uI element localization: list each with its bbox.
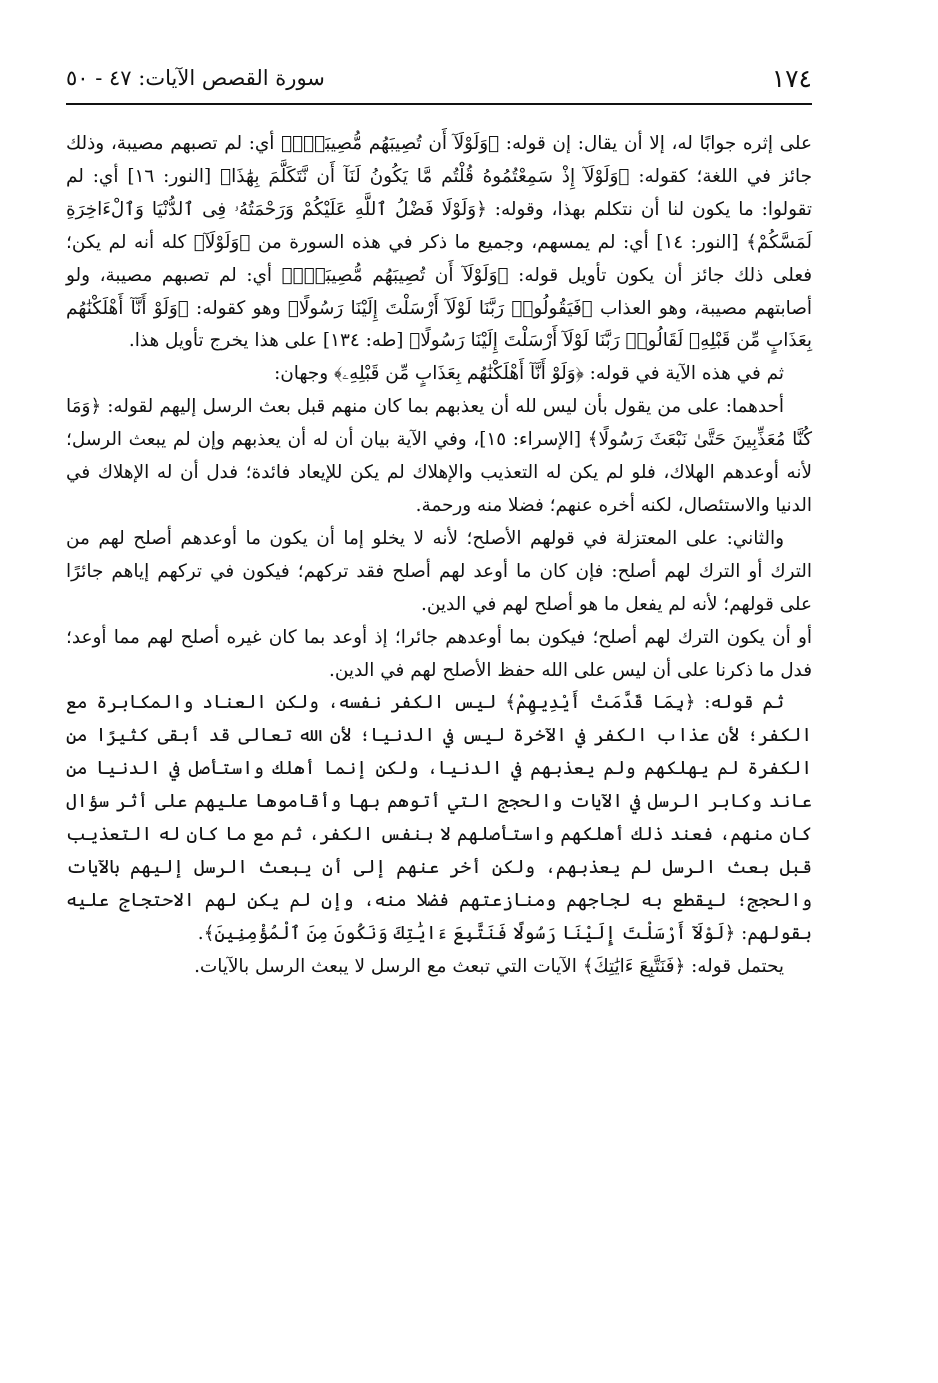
paragraph-4: والثاني: على المعتزلة في قولهم الأصلح؛ لأنه لا يخلو إما أن يكون ما أوعدهم أصلح لهم من الترك أو الترك لهم أصلح: فإن كان ما أوعد لهم أصلح فقد تركهم؛ فيكون في تركهم إياهم جائرًا على قولهم؛ لأنه لم يفعل ما هو أصلح لهم في الدين. xyxy=(66,527,812,615)
page-number: ١٧٤ xyxy=(771,64,812,93)
paragraph-6: ثم قوله: ﴿بِمَا قَدَّمَتْ أَيْدِيهِمْ﴾ ليس الكفر نفسه، ولكن العناد والمكابرة مع الكفر؛ لأن عذاب الكفر في الآخرة ليس في الدنيا؛ لأن الله تعالى قد أبقى كثيرًا من الكفرة لم يهلكهم ولم يعذبهم في الدنيا، ولكن إنما أهلك واستأصل في الدنيا من عاند وكابر الرسل في الآيات والحجج التي أتوهم بها وأقاموها عليهم على أثر سؤال كان منهم، فعند ذلك أهلكهم واستأصلهم لا بنفس الكفر، ثم مع ما كان له التعذيب قبل بعث الرسل لم يعذبهم، ولكن أخر عنهم إلى أن يبعث الرسل إليهم بالآيات والحجج؛ ليقطع به لجاجهم ومنازعتهم فضلا منه، وإن لم يكن لهم الاحتجاج عليه بقولهم: ﴿لَوْلَآ أَرْسَلْتَ إِلَيْنَا رَسُولًا فَنَتَّبِعَ ءَايَٰتِكَ وَنَكُونَ مِنَ ٱلْمُؤْمِنِينَ﴾. xyxy=(66,692,812,944)
paragraph-3: أحدهما: على من يقول بأن ليس لله أن يعذبهم بما كان منهم قبل بعث الرسل إليهم لقوله: ﴿وَمَا كُنَّا مُعَذِّبِينَ حَتَّىٰ نَبْعَثَ رَسُولًا﴾ [الإسراء: ١٥]، وفي الآية بيان أن له أن يعذبهم وإن لم يبعث الرسل؛ لأنه أوعدهم الهلاك، فلو لم يكن له التعذيب والإهلاك لم يكن للإيعاد فائدة؛ فدل أن له الإهلاك في الدنيا والاستئصال، لكنه أخره عنهم؛ فضلا منه ورحمة. xyxy=(66,396,813,516)
running-title: سورة القصص الآيات: ٤٧ - ٥٠ xyxy=(66,66,325,90)
paragraph-2: ثم في هذه الآية في قوله: ﴿وَلَوْ أَنَّآ أَهْلَكْنَٰهُم بِعَذَابٍ مِّن قَبْلِهِۦ﴾ وجهان: xyxy=(274,363,784,385)
paragraph-1: على إثره جوابًا له، إلا أن يقال: إن قوله: ﴿وَلَوْلَآ أَن تُصِيبَهُم مُّصِيبَةٌۢ﴾ أي: لم تصبهم مصيبة، وذلك جائز في اللغة؛ كقوله: ﴿وَلَوْلَآ إِذْ سَمِعْتُمُوهُ قُلْتُم مَّا يَكُونُ لَنَآ أَن نَّتَكَلَّمَ بِهَٰذَا﴾ [النور: ١٦] أي: لم تقولوا: ما يكون لنا أن نتكلم بهذا، وقوله: ﴿وَلَوْلَا فَضْلُ ٱللَّهِ عَلَيْكُمْ وَرَحْمَتُهُۥ فِى ٱلدُّنْيَا وَٱلْءَاخِرَةِ لَمَسَّكُمْ﴾ [النور: ١٤] أي: لم يمسهم، وجميع ما ذكر في هذه السورة من ﴿وَلَوْلَآ﴾ كله أنه لم يكن؛ فعلى ذلك جائز أن يكون تأويل قوله: ﴿وَلَوْلَآ أَن تُصِيبَهُم مُّصِيبَةٌۢ﴾ أي: لم تصبهم مصيبة، ولو أصابتهم مصيبة، وهو العذاب ﴿فَيَقُولُوا۟ رَبَّنَا لَوْلَآ أَرْسَلْتَ إِلَيْنَا رَسُولًا﴾ وهو كقوله: ﴿وَلَوْ أَنَّآ أَهْلَكْنَٰهُم بِعَذَابٍ مِّن قَبْلِهِۦ لَقَالُوا۟ رَبَّنَا لَوْلَآ أَرْسَلْتَ إِلَيْنَا رَسُولًا﴾ [طه: ١٣٤] على هذا يخرج تأويل هذا. xyxy=(66,133,812,352)
paragraph-7: يحتمل قوله: ﴿فَنَتَّبِعَ ءَايَٰتِكَ﴾ الآيات التي تبعث مع الرسل لا يبعث الرسل بالآيات. xyxy=(194,955,784,977)
header-rule xyxy=(66,103,812,105)
page-header xyxy=(66,56,812,96)
book-page xyxy=(66,56,813,977)
page-body xyxy=(66,128,812,984)
paragraph-5: أو أن يكون الترك لهم أصلح؛ فيكون بما أوعدهم جائرا؛ إذ أوعد بما كان غيره أصلح لهم مما أوعد؛ فدل ما ذكرنا على أن ليس على الله حفظ الأصلح لهم في الدين. xyxy=(66,626,812,681)
